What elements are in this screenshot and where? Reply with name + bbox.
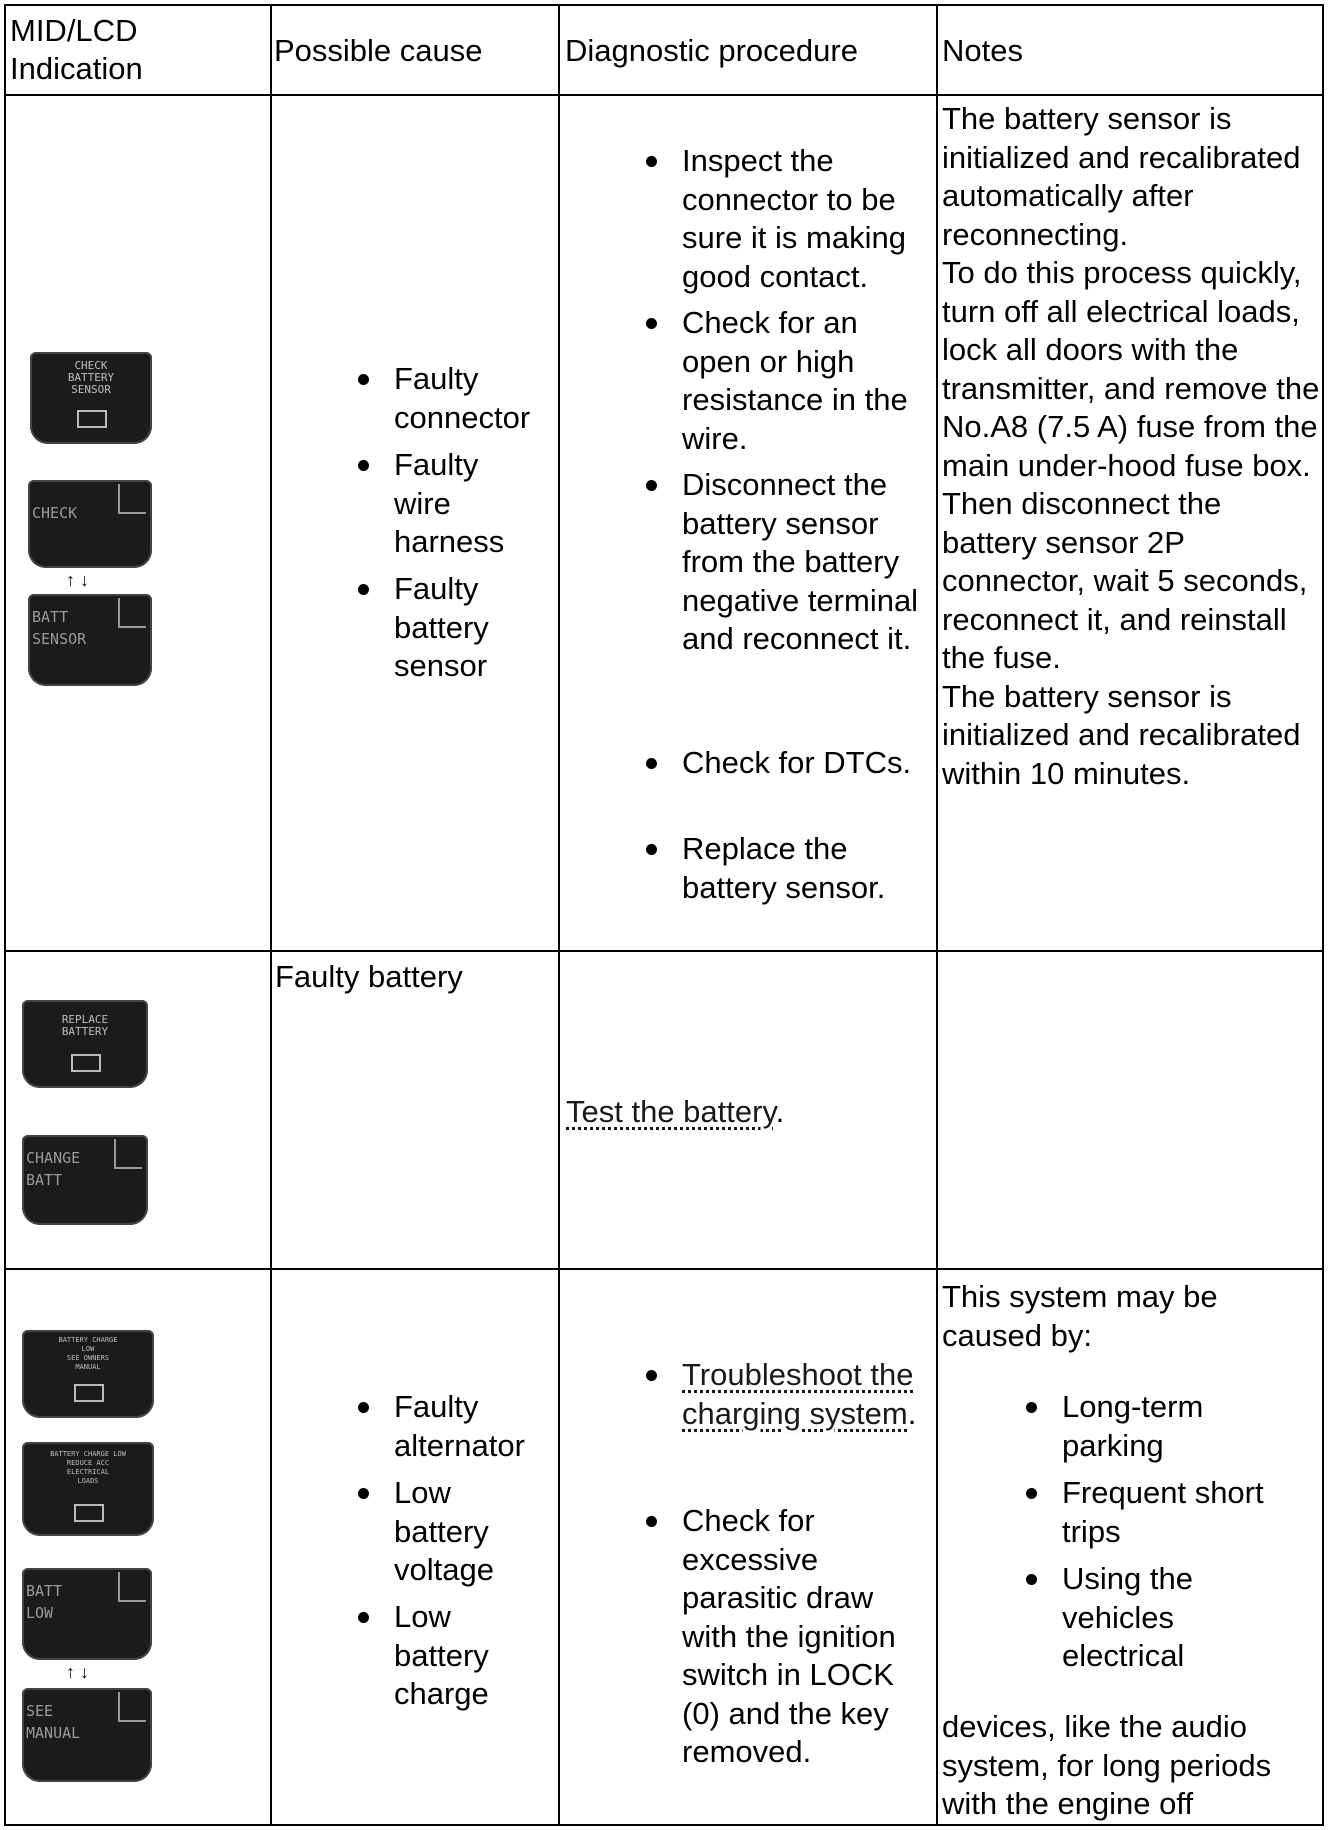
lcd-batt-sensor: BATT SENSOR <box>28 594 152 686</box>
cause-faulty-battery-sensor: Faulty battery sensor <box>394 570 534 686</box>
row2-cause: Faulty battery <box>275 959 463 994</box>
row2-procedure <box>566 1093 784 1132</box>
cause-low-battery-charge: Low battery charge <box>394 1598 544 1714</box>
lcd-replace-battery: REPLACE BATTERY <box>22 1000 148 1088</box>
header-procedure: Diagnostic procedure <box>565 33 858 68</box>
row2-notes-cell <box>936 950 1324 1270</box>
header-cause: Possible cause <box>274 33 483 68</box>
header-indication: MID/LCD Indication <box>10 13 143 86</box>
cause-faulty-wire-harness: Faulty wire harness <box>394 446 534 562</box>
lcd-battery-charge-low: BATTERY CHARGE LOW SEE OWNERS MANUAL <box>22 1330 154 1418</box>
lcd-batt-low: BATT LOW <box>22 1568 152 1660</box>
note-using-electrical: Using the vehicles electrical <box>1062 1560 1242 1676</box>
row3-notes-intro: This system may be caused by: <box>942 1279 1218 1353</box>
lcd-battery-charge-low-reduce: BATTERY CHARGE LOW REDUCE ACC ELECTRICAL LOADS <box>22 1442 154 1536</box>
note-frequent-short-trips: Frequent short trips <box>1062 1474 1312 1551</box>
procedure-check-dtcs: Check for DTCs. <box>682 744 932 783</box>
procedure-check-parasitic-draw: Check for excessive parasitic draw with the ignition switch in LOCK (0) and the key removed. <box>682 1502 932 1772</box>
lcd-see-manual: SEE MANUAL <box>22 1688 152 1782</box>
procedure-inspect-connector: Inspect the connector to be sure it is making good contact. <box>682 142 932 296</box>
troubleshoot-charging-link[interactable]: Troubleshoot the charging system <box>682 1357 914 1431</box>
lcd-change-batt: CHANGE BATT <box>22 1135 148 1225</box>
procedure-replace-sensor: Replace the battery sensor. <box>682 830 932 907</box>
procedure-check-open: Check for an open or high resistance in the wire. <box>682 304 932 458</box>
row3-notes-outro: devices, like the audio system, for long periods with the engine off <box>942 1709 1272 1821</box>
row2-procedure-period: . <box>775 1094 785 1129</box>
toggle-arrows-icon: ↑ ↓ <box>66 1662 90 1682</box>
row1-notes: The battery sensor is initialized and recalibrated automatically after reconnecting. To do this process quickly, turn off all electrical loads, lock all doors with the transmitter, and remove the No.A8 (7.5 A) fuse from the main under-hood fuse box. Then disconnect the battery sensor 2P connector, wait 5 seconds, reconnect it, and reinstall the fuse. The battery sensor is initialized and recalibrated within 10 minutes. <box>942 101 1320 791</box>
toggle-arrows-icon: ↑ ↓ <box>66 570 90 590</box>
procedure-troubleshoot-charging <box>682 1356 932 1433</box>
lcd-check-battery-sensor: CHECK BATTERY SENSOR <box>30 352 152 444</box>
note-long-term-parking: Long-term parking <box>1062 1388 1312 1465</box>
lcd-check: CHECK <box>28 480 152 568</box>
procedure-link-period: . <box>907 1395 917 1431</box>
header-notes: Notes <box>942 33 1023 68</box>
procedure-disconnect-sensor: Disconnect the battery sensor from the battery negative terminal and reconnect it. <box>682 466 932 659</box>
cause-low-battery-voltage: Low battery voltage <box>394 1474 544 1590</box>
cause-faulty-alternator: Faulty alternator <box>394 1388 554 1465</box>
cause-faulty-connector: Faulty connector <box>394 360 554 437</box>
row2-cause-cell <box>270 950 560 1270</box>
test-battery-link[interactable]: Test the battery <box>566 1094 776 1129</box>
